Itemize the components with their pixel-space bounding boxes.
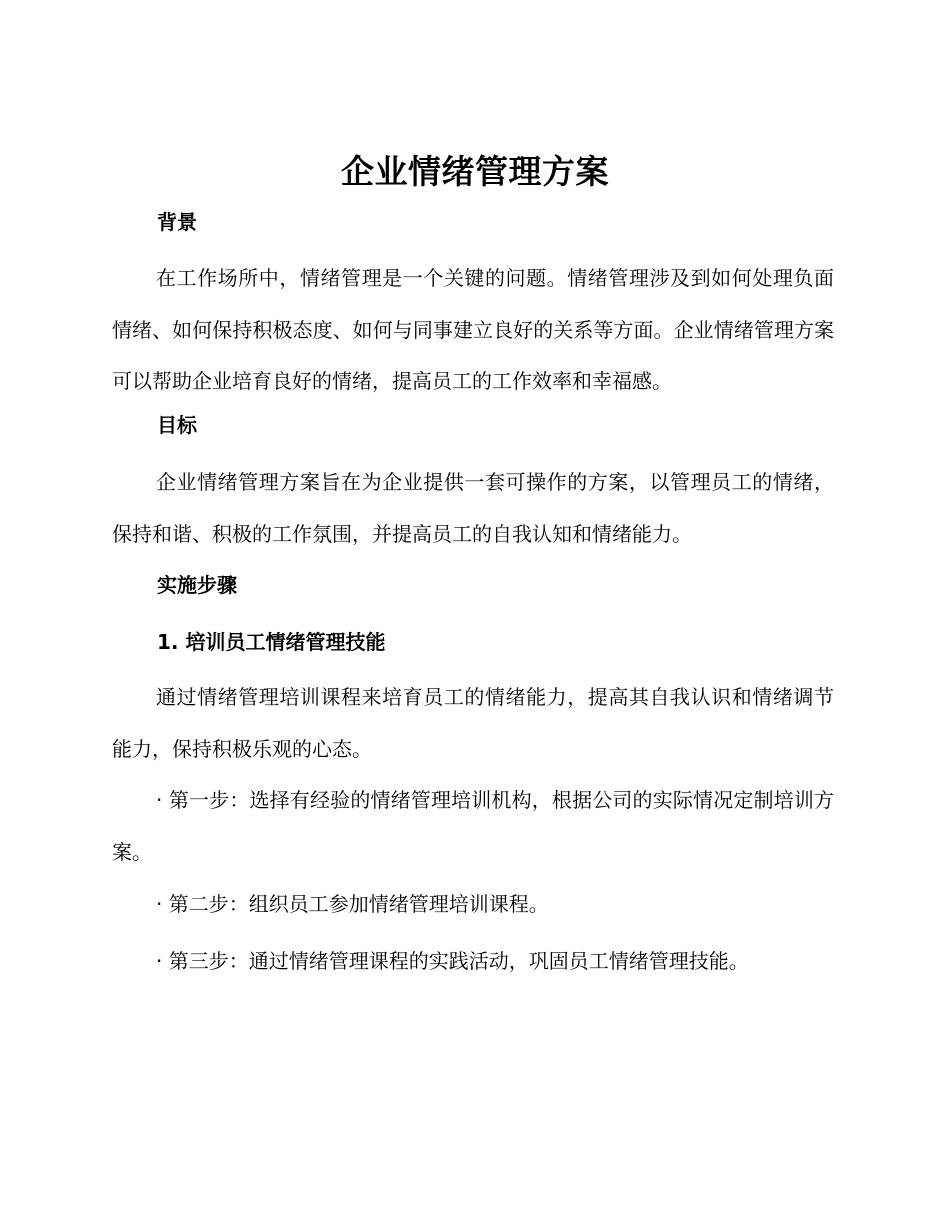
goal-paragraph: 企业情绪管理方案旨在为企业提供一套可操作的方案，以管理员工的情绪，保持和谐、积极的工作氛围，并提高员工的自我认知和情绪能力。 — [112, 470, 834, 546]
step-item: · 第三步：通过情绪管理课程的实践活动，巩固员工情绪管理技能。 — [156, 949, 749, 973]
document-title: 企业情绪管理方案 — [341, 152, 609, 191]
background-paragraph: 在工作场所中，情绪管理是一个关键的问题。情绪管理涉及到如何处理负面情绪、如何保持积极态度、如何与同事建立良好的关系等方面。企业情绪管理方案可以帮助企业培育良好的情绪，提高员工的工作效率和幸福感。 — [112, 266, 834, 393]
training-paragraph: 通过情绪管理培训课程来培育员工的情绪能力，提高其自我认识和情绪调节能力，保持积极乐观的心态。 — [112, 685, 834, 761]
section-heading-goal: 目标 — [157, 413, 197, 437]
subsection-heading-training: 1. 培训员工情绪管理技能 — [157, 630, 386, 654]
section-heading-background: 背景 — [157, 210, 197, 234]
section-heading-implementation: 实施步骤 — [157, 573, 237, 597]
step-item: · 第二步：组织员工参加情绪管理培训课程。 — [156, 892, 549, 916]
step-item: · 第一步：选择有经验的情绪管理培训机构，根据公司的实际情况定制培训方案。 — [112, 788, 834, 864]
